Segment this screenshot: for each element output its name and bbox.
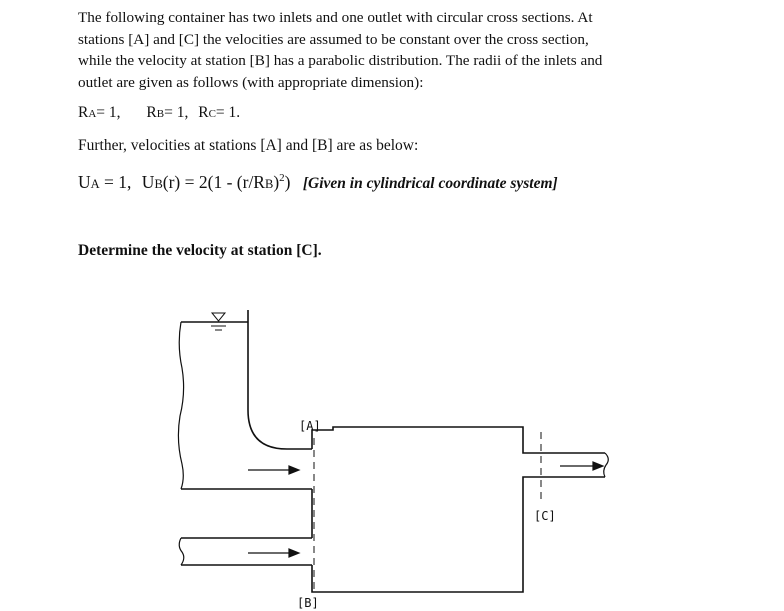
station-b-label: [B]: [297, 596, 319, 610]
radius-c-value: 1.: [228, 104, 241, 121]
problem-line-2: stations [A] and [C] the velocities are assumed to be constant over the cross section,: [78, 30, 589, 48]
radius-b-value: 1,: [176, 104, 189, 121]
task-text: Determine the velocity at station [C].: [78, 242, 322, 259]
velocity-b: $UB(r) = 2(1 - (r/RB)^2)$: [141, 172, 291, 192]
velocity-b-close: ): [284, 172, 291, 192]
radius-a: RA= 1,: [78, 104, 121, 121]
problem-line-1: The following container has two inlets and one outlet with circular cross sections. At: [78, 9, 593, 26]
velocity-a: UA = 1,: [78, 172, 132, 192]
chamber-bottom-wall: [312, 477, 605, 592]
velocity-a-value: 1,: [118, 172, 132, 192]
radius-b: RB= 1,: [146, 104, 189, 121]
radius-a-value: 1,: [108, 104, 121, 121]
radius-c: RC= 1.: [198, 104, 241, 121]
problem-line-3: while the velocity at station [B] has a parabolic distribution. The radii of the inlets and: [78, 52, 603, 69]
outlet-break-line: [604, 453, 609, 477]
arrow-b-head-icon: [289, 549, 299, 557]
further-text: Further, velocities at stations [A] and [B] are as below:: [78, 137, 419, 154]
station-a-label: [A]: [299, 419, 321, 433]
water-level-icon: [207, 313, 230, 330]
velocity-b-expression: (r) = 2(1 - (r/R: [162, 172, 265, 192]
problem-line-4: outlet are given as follows (with appropriate dimension):: [78, 73, 424, 91]
container-walls: [178, 310, 608, 592]
reservoir-break-line: [178, 322, 183, 489]
arrow-c-head-icon: [593, 462, 603, 470]
chamber-top-wall: [312, 427, 605, 453]
coordinate-note: [Given in cylindrical coordinate system]: [302, 175, 558, 192]
station-lines: [314, 432, 541, 592]
inlet-b-break-line: [179, 538, 184, 565]
station-c-label: [C]: [534, 509, 556, 523]
arrow-a-head-icon: [289, 466, 299, 474]
